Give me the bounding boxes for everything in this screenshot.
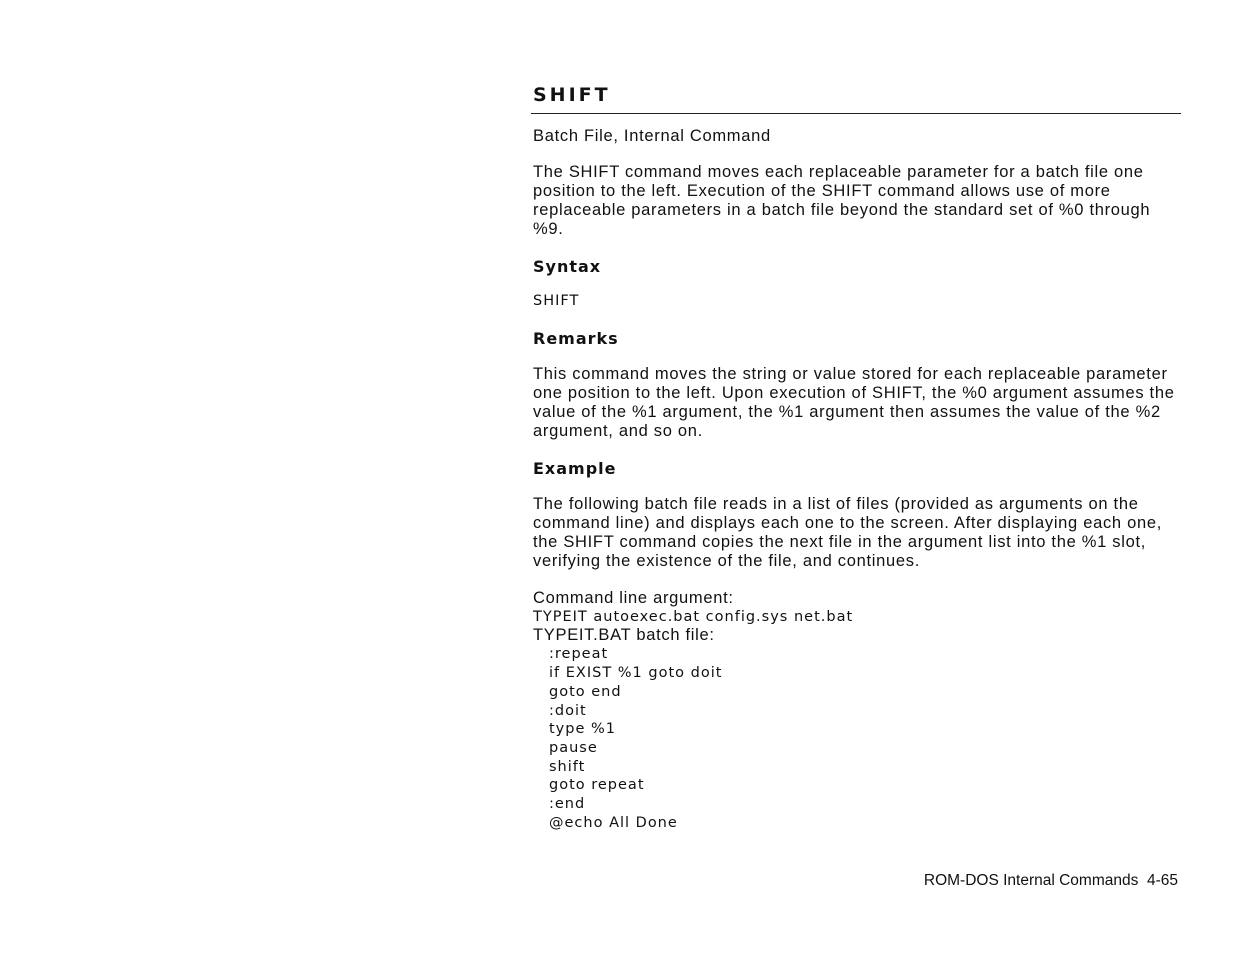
code-line: shift [549, 758, 586, 775]
code-line: goto end [549, 683, 622, 700]
code-line: :doit [549, 702, 587, 719]
subtitle: Batch File, Internal Command [533, 127, 771, 145]
intro-paragraph: The SHIFT command moves each replaceable parameter for a batch file one position to the left. Execution of the SHIFT command allows use of more replaceable parameters in a batch file beyond the standard set of %0 through %9. [533, 163, 1151, 238]
code-line: type %1 [549, 721, 617, 738]
syntax-text: SHIFT [533, 293, 580, 309]
page-title: SHIFT [533, 84, 611, 106]
syntax-heading: Syntax [533, 257, 602, 276]
code-line: if EXIST %1 goto doit [549, 665, 723, 682]
batch-code-block [533, 645, 1181, 832]
example-heading: Example [533, 458, 617, 478]
example-paragraph: The following batch file reads in a list of files (provided as arguments on the command line) and displays each one to the screen. After displaying each one, the SHIFT command copies the next file in the argument list into the %1 slot, verifying the existence of the file, and continues. [533, 494, 1162, 570]
remarks-paragraph: This command moves the string or value stored for each replaceable parameter one position to the left. Upon execution of SHIFT, the %0 argument assumes the value of the %1 argument, the %1 argument then assumes the value of the %2 argument, and so on. [533, 364, 1175, 440]
code-line: :repeat [549, 646, 609, 663]
remarks-heading: Remarks [533, 328, 619, 348]
batch-file-label: TYPEIT.BAT batch file: [533, 626, 715, 645]
page-footer: ROM-DOS Internal Commands 4-65 [923, 872, 1178, 889]
code-line: :end [549, 796, 586, 813]
command-line-value: TYPEIT autoexec.bat config.sys net.bat [533, 608, 854, 625]
code-line: @echo All Done [549, 814, 678, 831]
content-column [533, 84, 1181, 832]
command-line-label: Command line argument: [533, 588, 734, 607]
code-line: goto repeat [549, 777, 645, 794]
code-line: pause [549, 739, 598, 756]
